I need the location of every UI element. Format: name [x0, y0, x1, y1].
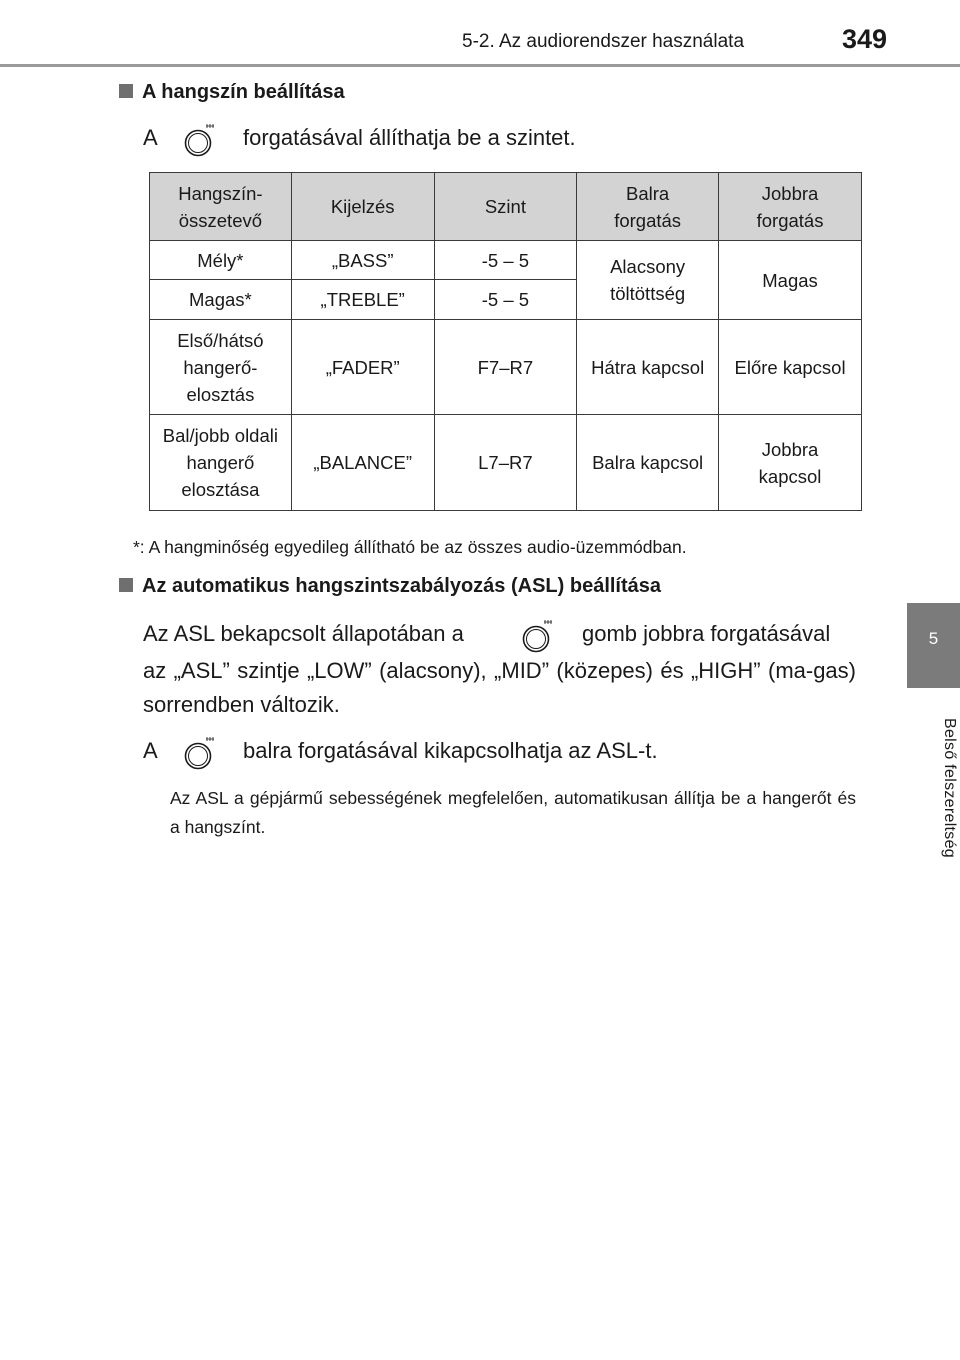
cell-display: „TREBLE” — [291, 280, 434, 320]
header-divider — [0, 64, 960, 67]
header-display: Kijelzés — [291, 173, 434, 241]
cell-right-turn: Magas — [719, 241, 862, 320]
table-footnote: *: A hangminőség egyedileg állítható be az összes audio-üzemmódban. — [133, 537, 687, 557]
tone-heading-text: A hangszín beállítása — [142, 81, 345, 103]
header-left-turn: Balra forgatás — [577, 173, 719, 241]
chapter-number: 5 — [928, 629, 939, 648]
cell-component: Mély* — [150, 241, 292, 280]
tone-settings-table — [149, 172, 862, 511]
asl-section-heading — [119, 575, 661, 598]
tone-instruction-text: forgatásával állíthatja be a szintet. — [243, 125, 576, 150]
square-bullet-icon — [119, 84, 133, 98]
rotary-knob-icon — [518, 616, 558, 656]
rotary-knob-icon — [180, 120, 220, 160]
asl-para1-start: Az ASL bekapcsolt állapotában a — [143, 621, 464, 646]
cell-left-turn: Alacsony töltöttség — [577, 241, 719, 320]
cell-left-turn: Balra kapcsol — [577, 415, 719, 511]
asl-para1-rest: az „ASL” szintje „LOW” (alacsony), „MID” (közepes) és „HIGH” (ma-gas) sorrendben változik. — [143, 658, 856, 717]
asl-heading-text: Az automatikus hangszintszabályozás (ASL) beállítása — [142, 575, 662, 597]
cell-display: „FADER” — [291, 320, 434, 415]
cell-level: F7–R7 — [434, 320, 577, 415]
cell-right-turn: Előre kapcsol — [719, 320, 862, 415]
header-right-turn: Jobbra forgatás — [719, 173, 862, 241]
cell-level: -5 – 5 — [434, 280, 577, 320]
asl-para1-end: gomb jobbra forgatásával — [582, 621, 831, 646]
header-level: Szint — [434, 173, 577, 241]
rotary-knob-icon — [180, 733, 220, 773]
square-bullet-icon — [119, 578, 133, 592]
tone-section-heading — [119, 81, 345, 104]
cell-component: Első/hátsó hangerő- elosztás — [150, 320, 292, 415]
cell-level: -5 – 5 — [434, 241, 577, 280]
cell-right-turn: Jobbra kapcsol — [719, 415, 862, 511]
table-header-row — [150, 173, 862, 241]
cell-display: „BALANCE” — [291, 415, 434, 511]
cell-display: „BASS” — [291, 241, 434, 280]
chapter-tab — [907, 603, 960, 688]
cell-component: Bal/jobb oldali hangerő elosztása — [150, 415, 292, 511]
table-row — [150, 415, 862, 511]
header-component: Hangszín- összetevő — [150, 173, 292, 241]
table-row — [150, 241, 862, 280]
tone-instruction-prefix: A — [143, 125, 158, 150]
asl-note: Az ASL a gépjármű sebességének megfelelően, automatikusan állítja be a hangerőt és a hangszínt. — [170, 788, 856, 837]
section-title: 5-2. Az audiorendszer használata — [462, 31, 745, 52]
cell-component: Magas* — [150, 280, 292, 320]
page-number: 349 — [842, 24, 888, 54]
cell-left-turn: Hátra kapcsol — [577, 320, 719, 415]
asl-para2-text: balra forgatásával kikapcsolhatja az ASL-t. — [243, 738, 658, 763]
table-row — [150, 320, 862, 415]
asl-para2-prefix: A — [143, 738, 158, 763]
cell-level: L7–R7 — [434, 415, 577, 511]
chapter-label: Belső felszereltség — [941, 717, 958, 858]
page-header — [0, 0, 960, 66]
